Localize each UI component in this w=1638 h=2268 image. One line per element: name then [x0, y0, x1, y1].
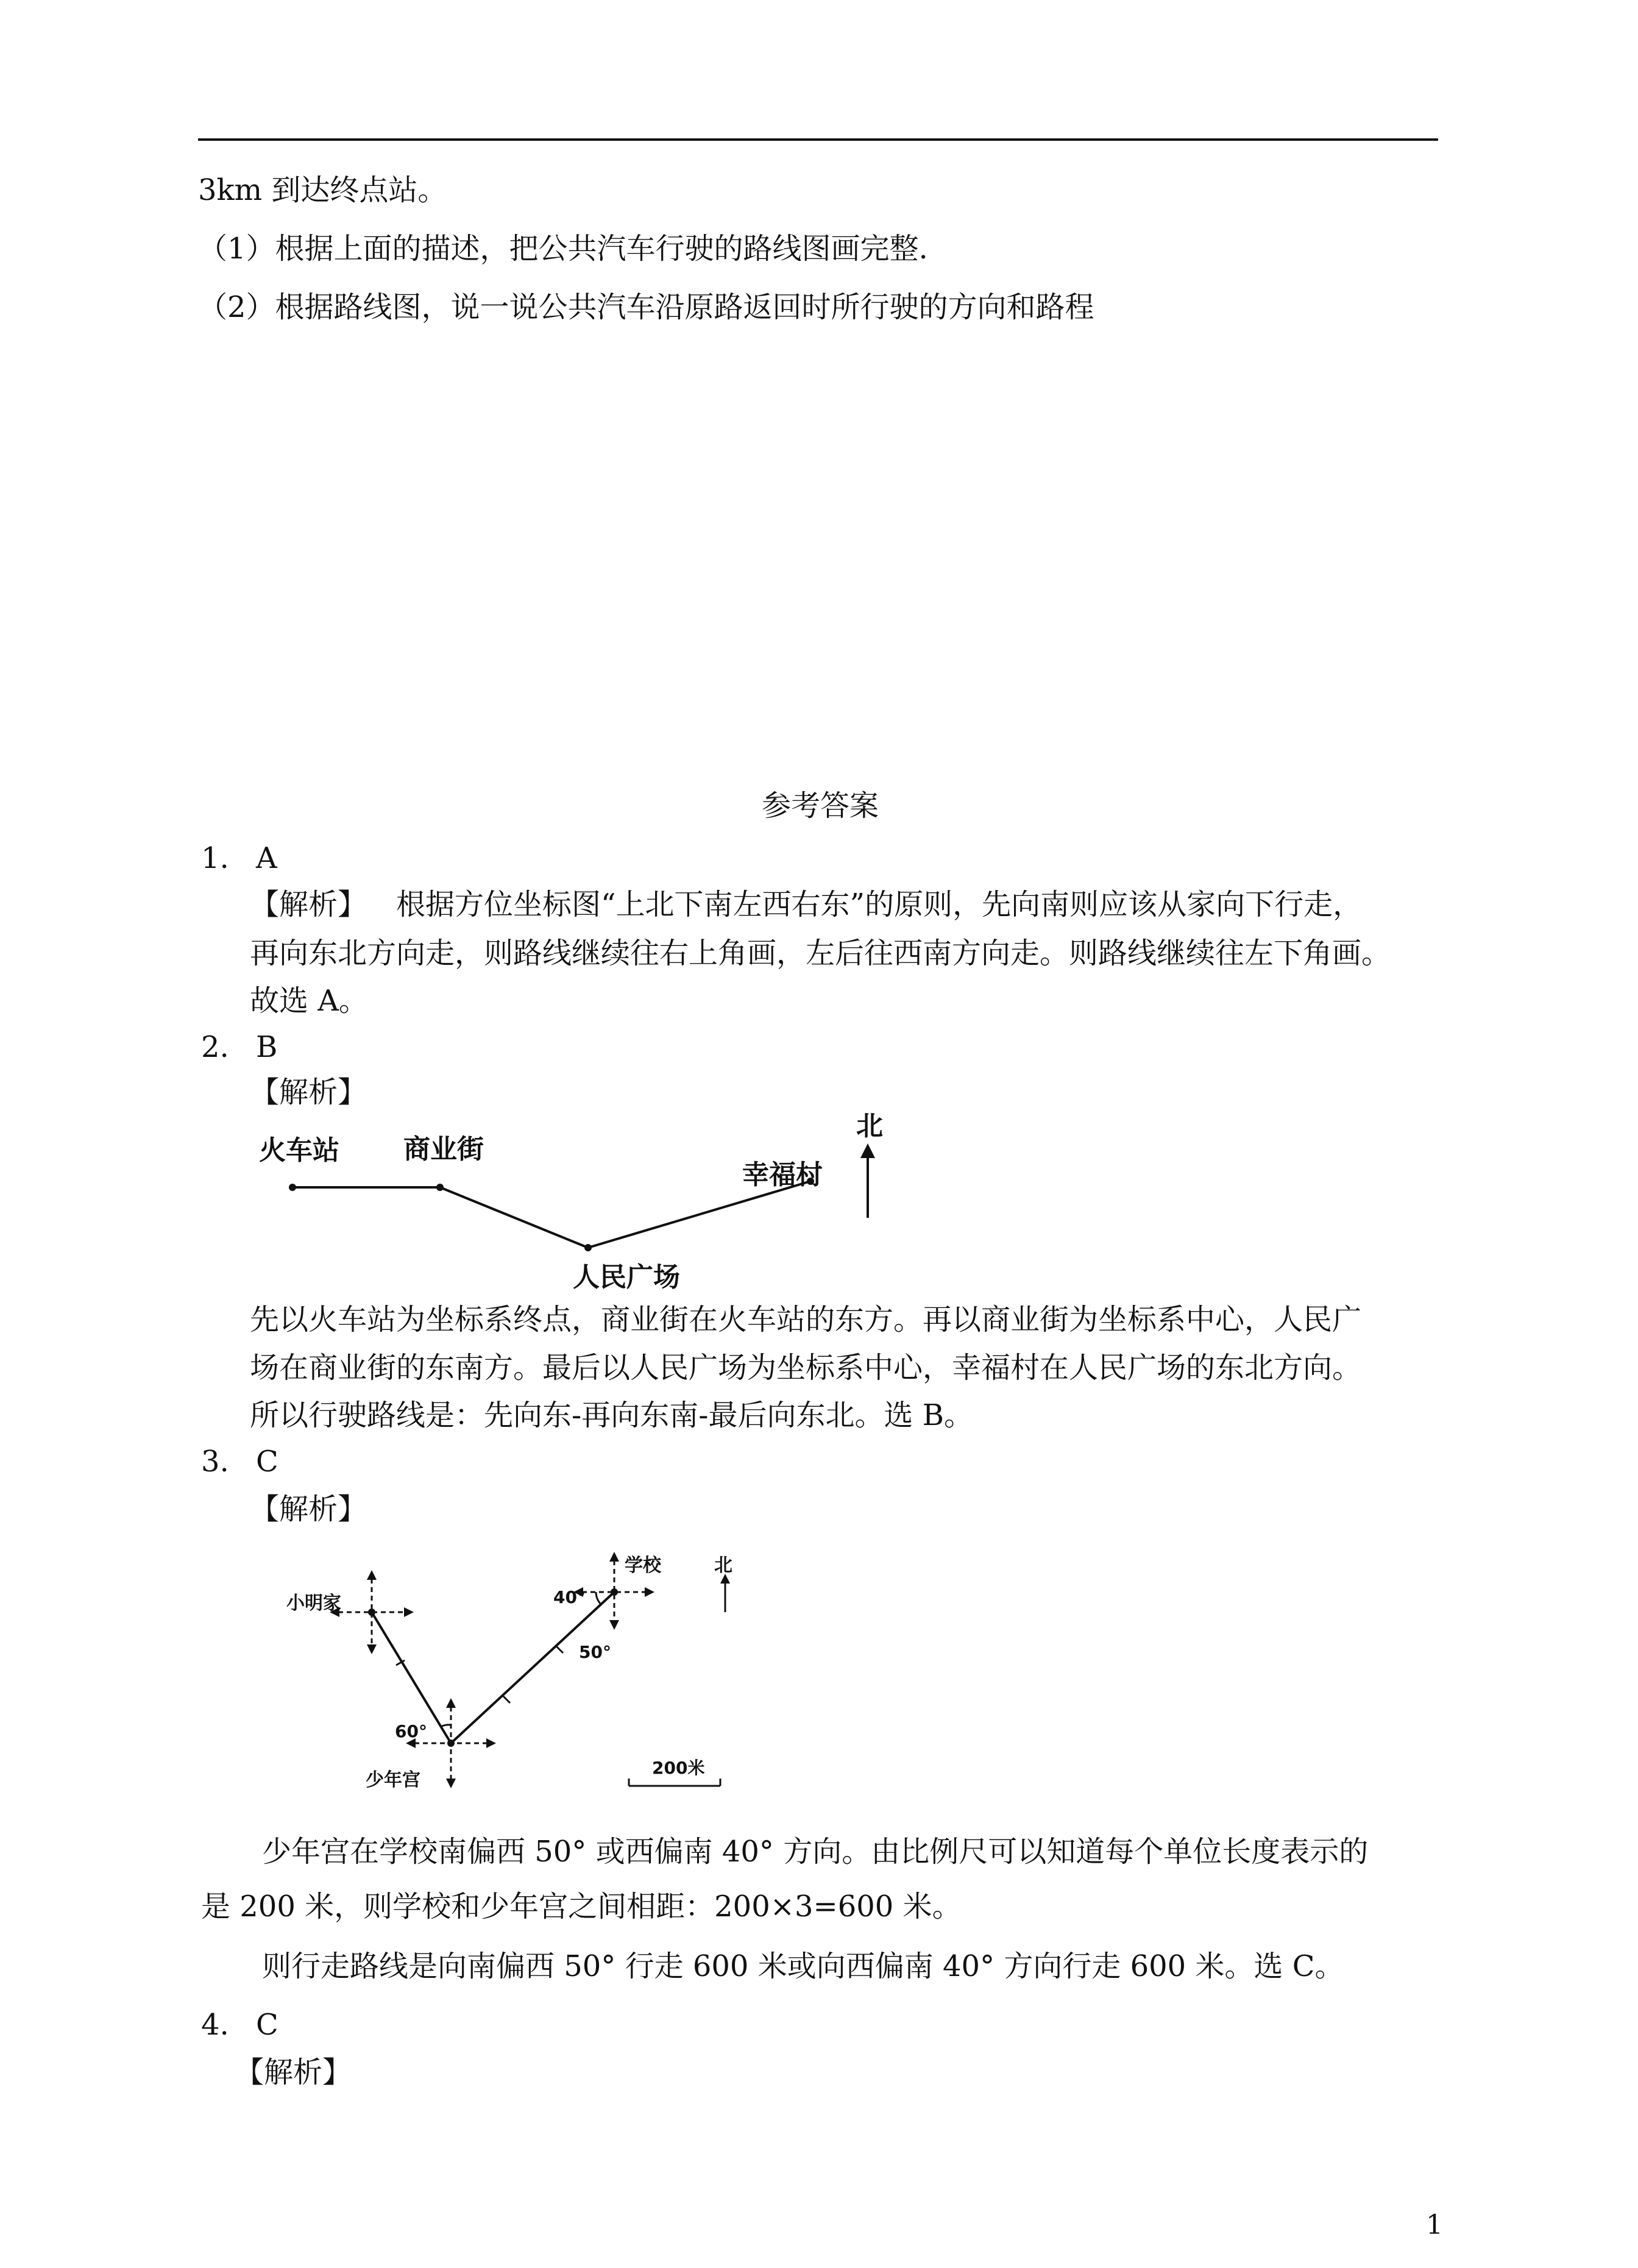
label-xingfu-village: 幸福村	[742, 1159, 823, 1190]
answer-2-analysis-line-2: 场在商业街的东南方。最后以人民广场为坐标系中心，幸福村在人民广场的东北方向。	[250, 1351, 1362, 1385]
label-scale: 200米	[652, 1758, 705, 1778]
answer-3-analysis-line-2: 是 200 米，则学校和少年宫之间相距：200×3=600 米。	[201, 1889, 962, 1924]
answer-1-analysis-line-1: 根据方位坐标图“上北下南左西右东”的原则，先向南则应该从家向下行走，	[396, 887, 1363, 922]
label-school: 学校	[625, 1555, 661, 1576]
label-angle-40: 40°	[553, 1587, 586, 1607]
point-peoples-square	[584, 1244, 592, 1251]
answer-2-analysis-label: 【解析】	[250, 1075, 367, 1109]
answer-1-choice: A	[256, 841, 277, 875]
label-north: 北	[856, 1111, 883, 1142]
question-part-1: （1）根据上面的描述，把公共汽车行驶的路线图画完整.	[198, 232, 928, 266]
answer-1-analysis-line-3: 故选 A。	[250, 984, 368, 1018]
label-railway-station: 火车站	[259, 1135, 339, 1166]
answer-1-analysis-label: 【解析】	[250, 887, 367, 922]
label-xiaoming-home: 小明家	[286, 1593, 341, 1614]
answer-3-analysis-line-3: 则行走路线是向南偏西 50° 行走 600 米或向西偏南 40° 方向行走 600 米。选 C。	[262, 1949, 1344, 1983]
label-peoples-square: 人民广场	[573, 1262, 680, 1293]
answer-2-analysis-line-3: 所以行驶路线是：先向东-再向东南-最后向东北。选 B。	[250, 1398, 973, 1432]
route-segment-southeast	[440, 1187, 588, 1248]
route-tick	[503, 1696, 510, 1703]
page-number: 1	[1426, 2209, 1443, 2241]
label-commercial-street: 商业街	[403, 1134, 484, 1165]
answer-1-number: 1.	[201, 841, 229, 875]
label-angle-60: 60°	[395, 1721, 427, 1741]
answer-3-analysis-line-1: 少年宫在学校南偏西 50° 或西偏南 40° 方向。由比例尺可以知道每个单位长度表示的	[262, 1835, 1369, 1869]
answer-3-choice: C	[256, 1445, 278, 1479]
route-palace-to-school	[451, 1592, 614, 1743]
route-tick	[556, 1646, 563, 1653]
label-angle-50: 50°	[579, 1642, 611, 1662]
answer-4-number: 4.	[201, 2008, 229, 2042]
route-map-figure-3	[274, 1536, 762, 1792]
route-segment-northeast	[588, 1181, 810, 1248]
answer-3-number: 3.	[201, 1445, 229, 1479]
answer-1-analysis-line-2: 再向东北方向走，则路线继续往右上角画，左后往西南方向走。则路线继续往左下角画。	[250, 936, 1391, 970]
answer-4-choice: C	[256, 2008, 278, 2042]
answer-3-analysis-label: 【解析】	[250, 1492, 367, 1526]
answer-4-analysis-label: 【解析】	[235, 2055, 352, 2089]
answer-2-number: 2.	[201, 1030, 229, 1064]
label-youth-palace: 少年宫	[366, 1769, 420, 1791]
answers-title: 参考答案	[762, 789, 879, 823]
point-railway-station	[289, 1184, 296, 1191]
answer-2-analysis-line-1: 先以火车站为坐标系终点，商业街在火车站的东方。再以商业街为坐标系中心，人民广	[250, 1303, 1362, 1337]
point-commercial-street	[436, 1184, 444, 1191]
label-north-3: 北	[714, 1555, 732, 1576]
header-rule	[198, 138, 1438, 141]
answer-2-choice: B	[256, 1030, 278, 1064]
question-part-2: （2）根据路线图，说一说公共汽车沿原路返回时所行驶的方向和路程	[198, 290, 1094, 324]
north-arrow-icon	[860, 1143, 875, 1158]
question-continuation: 3km 到达终点站。	[198, 173, 447, 207]
route-map-figure-2	[244, 1109, 914, 1298]
